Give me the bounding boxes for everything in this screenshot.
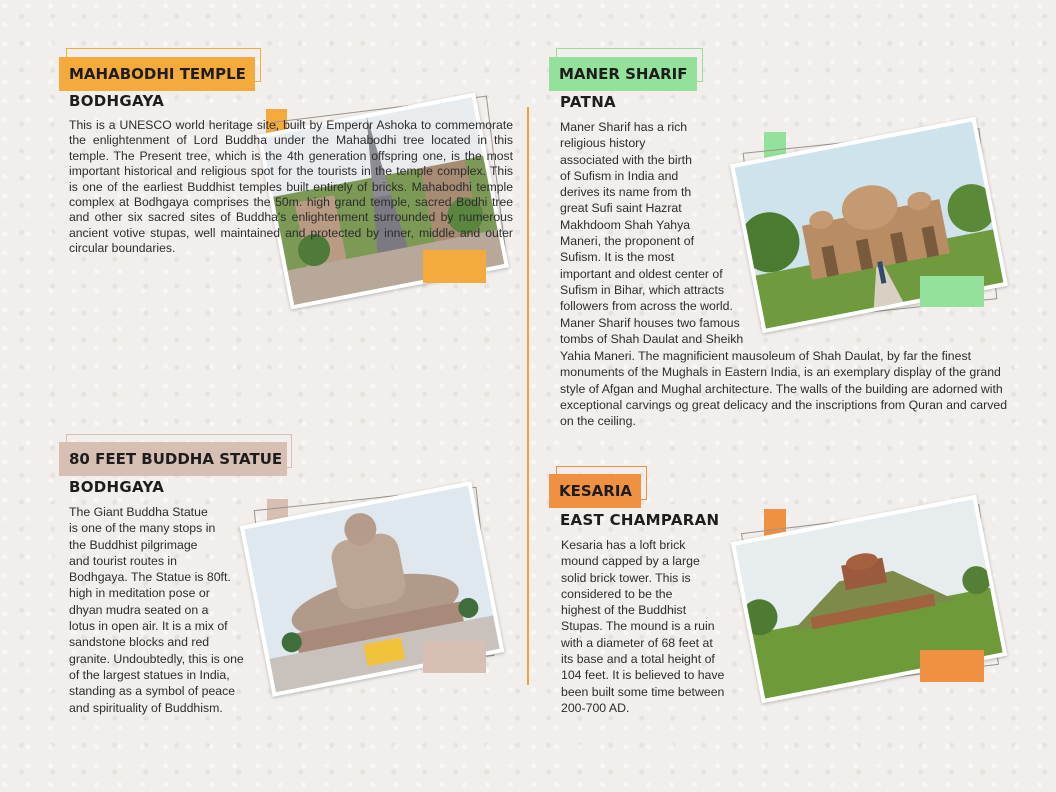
maner-description-wide: Yahia Maneri. The magnificient mausoleum of Shah Daulat, by far the finest monuments of the Mughals in Eastern India, is an exemplary display of the grand style of Afgan and Mughal architecture. The walls of the building are adorned with exceptional carvings og great delicacy and the inscriptions from Quran and carved on the ceiling. <box>560 349 1008 429</box>
mahabodhi-title: MAHABODHI TEMPLE <box>59 57 255 91</box>
buddha-line: is one of the many stops in <box>69 521 216 536</box>
maner-line: derives its name from th <box>560 185 692 200</box>
buddha-description <box>69 504 269 716</box>
kesaria-line: considered to be the <box>561 586 673 601</box>
maner-line: Maneri, the proponent of <box>560 234 694 249</box>
kesaria-subtitle: EAST CHAMPARAN <box>560 511 720 529</box>
buddha-line: the Buddhist pilgrimage <box>69 537 198 552</box>
kesaria-line: with a diameter of 68 feet at <box>561 635 713 650</box>
kesaria-line: mound capped by a large <box>561 554 700 569</box>
mahabodhi-subtitle: BODHGAYA <box>69 92 165 110</box>
maner-line: Maner Sharif has a rich <box>560 120 688 134</box>
mahabodhi-description: This is a UNESCO world heritage site, built by Emperor Ashoka to commemorate the enlightenment of Lord Buddha under the Mahabodhi tree located in this temple. The Present tree, which is the 4th generation offspring one, is the most important historical and religious spot for the tourists in the temple complex. This is one of the earliest Buddhist temples built entirely of bricks. Mahabodhi temple complex at Bodhgaya comprises the 50m. high grand temple, sacred Bodhi tree and other six sacred sites of Buddha's enlightenment surrounded by numerous ancient votive stupas, well maintained and protected by inner, middle and outer circular boundaries. <box>69 118 513 256</box>
buddha-line: sandstone blocks and red <box>69 635 210 650</box>
buddha-line: and tourist routes in <box>69 553 178 568</box>
maner-line: Makhdoom Shah Yahya <box>560 217 691 232</box>
maner-description-narrow <box>560 119 760 347</box>
buddha-line: dhyan mudra seated on a <box>69 602 209 617</box>
kesaria-line: been built some time between <box>561 684 725 699</box>
kesaria-line: Stupas. The mound is a ruin <box>561 619 715 634</box>
kesaria-line: solid brick tower. This is <box>561 570 691 585</box>
maner-title: MANER SHARIF <box>549 57 697 91</box>
buddha-line: The Giant Buddha Statue <box>69 505 208 519</box>
kesaria-line: its base and a total height of <box>561 652 715 667</box>
buddha-line: high in meditation pose or <box>69 586 210 601</box>
buddha-line: Bodhgaya. The Statue is 80ft. <box>69 570 231 585</box>
kesaria-title: KESARIA <box>549 474 641 508</box>
buddha-line: lotus in open air. It is a mix of <box>69 619 228 634</box>
center-divider <box>527 107 529 685</box>
buddha-line: and spirituality of Buddhism. <box>69 700 223 715</box>
maner-line: associated with the birth <box>560 152 692 167</box>
buddha-line: standing as a symbol of peace <box>69 684 236 699</box>
maner-line: Sufism. It is the most <box>560 250 675 265</box>
maner-accent-bottom <box>920 276 984 307</box>
maner-line: Maner Sharif houses two famous <box>560 315 740 330</box>
buddha-accent-bottom <box>423 641 486 673</box>
buddha-subtitle: BODHGAYA <box>69 478 165 496</box>
buddha-line: granite. Undoubtedly, this is one <box>69 651 244 666</box>
kesaria-accent-bottom <box>920 650 984 682</box>
buddha-title: 80 FEET BUDDHA STATUE <box>59 442 287 476</box>
kesaria-line: Kesaria has a loft brick <box>561 538 686 552</box>
maner-subtitle: PATNA <box>560 93 616 111</box>
buddha-line: of the largest statues in India, <box>69 667 230 682</box>
maner-line: religious history <box>560 136 646 151</box>
maner-line: Sufism in Bihar, which attracts <box>560 282 725 297</box>
kesaria-line: 104 feet. It is believed to have <box>561 668 725 683</box>
maner-line: important and oldest center of <box>560 266 723 281</box>
maner-line: of Sufism in India and <box>560 168 679 183</box>
maner-line: tombs of Shah Daulat and Sheikh <box>560 331 744 346</box>
maner-line: followers from across the world. <box>560 299 733 314</box>
maner-line: great Sufi saint Hazrat <box>560 201 682 216</box>
kesaria-line: highest of the Buddhist <box>561 603 687 618</box>
kesaria-description <box>561 537 741 716</box>
kesaria-line: 200-700 AD. <box>561 700 630 715</box>
